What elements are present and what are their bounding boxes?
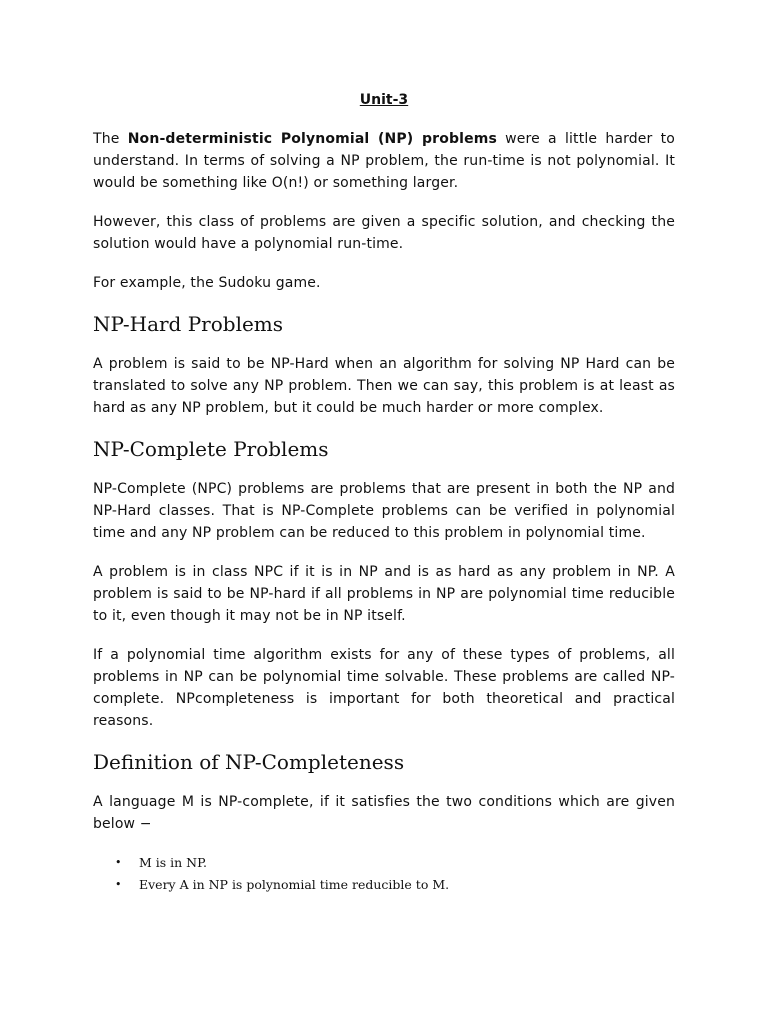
list-item-text: Every A in NP is polynomial time reducible to M. — [139, 877, 450, 892]
list-item-text: M is in NP. — [139, 855, 207, 870]
document-page — [93, 89, 675, 896]
list-item — [93, 874, 675, 896]
however-paragraph: However, this class of problems are given a specific solution, and checking the solution would have a polynomial run-time. — [93, 214, 675, 252]
intro-lead: The — [93, 131, 128, 147]
list-item — [93, 852, 675, 874]
np-complete-paragraph-3: If a polynomial time algorithm exists for any of these types of problems, all problems in NP can be polynomial time solvable. These problems are called NP-complete. NPcompleteness is important for both theoretical and practical reasons. — [93, 647, 675, 729]
definition-heading: Definition of NP-Completeness — [93, 750, 405, 774]
np-complete-paragraph-1: NP-Complete (NPC) problems are problems that are present in both the NP and NP-Hard classes. That is NP-Complete problems can be verified in polynomial time and any NP problem can be reduced to this problem in polynomial time. — [93, 481, 675, 541]
example-paragraph: For example, the Sudoku game. — [93, 275, 321, 291]
np-complete-heading: NP-Complete Problems — [93, 437, 329, 461]
definition-bullet-list — [93, 852, 675, 896]
np-hard-paragraph: A problem is said to be NP-Hard when an algorithm for solving NP Hard can be translated to solve any NP problem. Then we can say, this problem is at least as hard as any NP problem, but it could be much harder or more complex. — [93, 356, 675, 416]
intro-paragraph — [93, 128, 675, 194]
definition-paragraph: A language M is NP-complete, if it satisfies the two conditions which are given below − — [93, 794, 675, 832]
intro-rest: were a little harder to understand. In terms of solving a NP problem, the run-time is not polynomial. It would be something like O(n!) or something larger. — [93, 131, 675, 191]
bullet-icon: • — [115, 856, 122, 869]
unit-title: Unit-3 — [359, 92, 409, 108]
np-hard-heading: NP-Hard Problems — [93, 312, 284, 336]
np-complete-paragraph-2: A problem is in class NPC if it is in NP and is as hard as any problem in NP. A problem is said to be NP-hard if all problems in NP are polynomial time reducible to it, even though it may not be in NP itself. — [93, 564, 675, 624]
intro-bold-term: Non-deterministic Polynomial (NP) problems — [127, 131, 497, 147]
bullet-icon: • — [115, 878, 122, 891]
